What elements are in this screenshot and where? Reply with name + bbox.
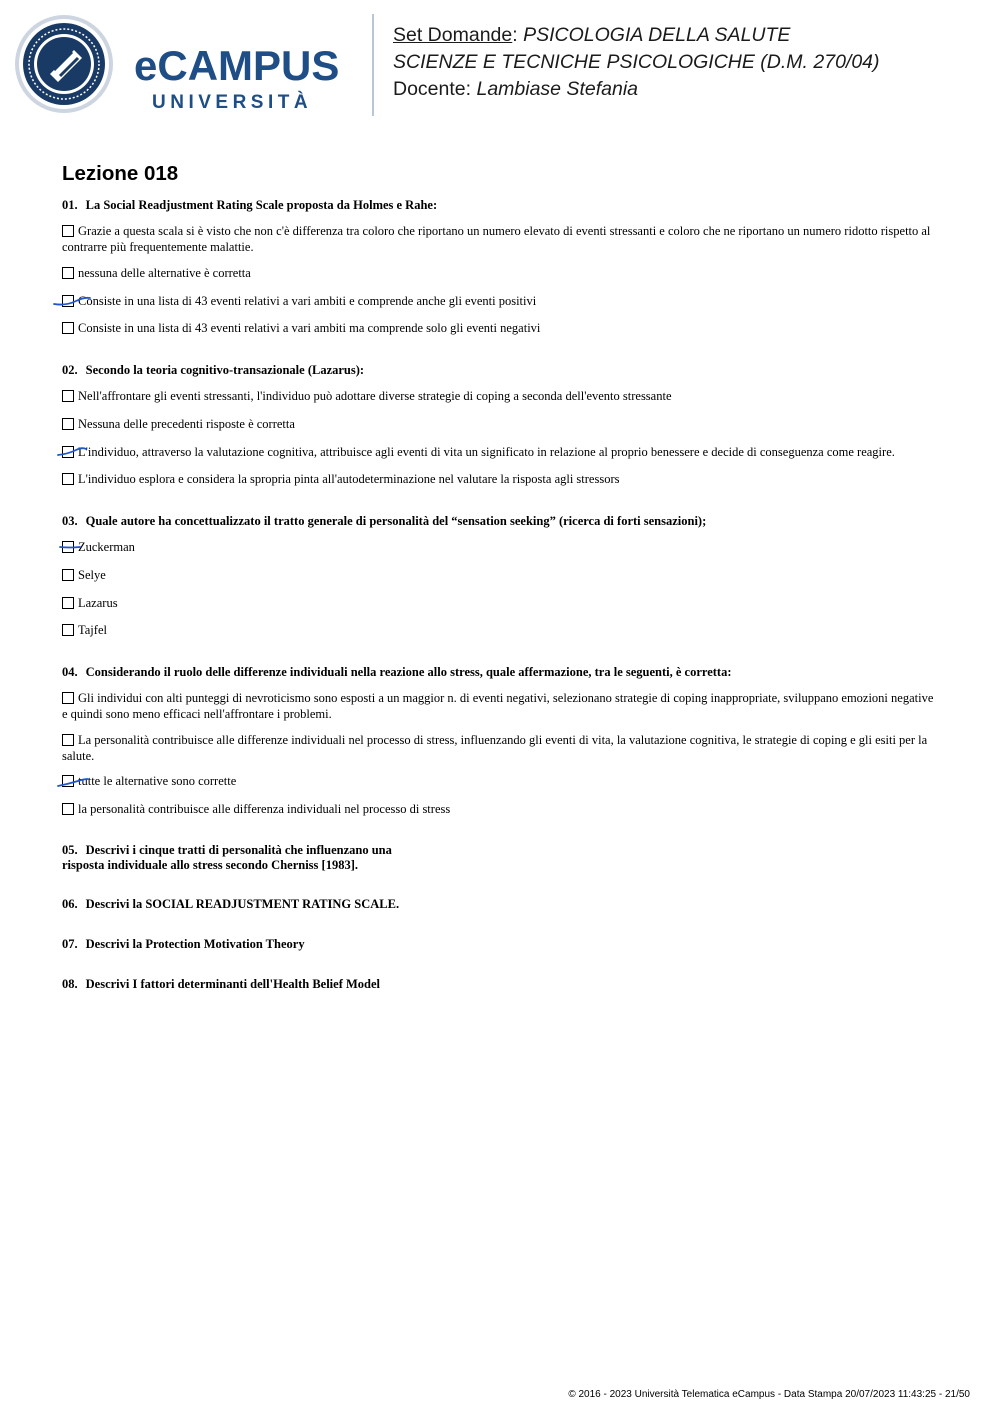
- lesson-title: Lezione 018: [62, 162, 179, 185]
- checkbox[interactable]: [62, 569, 74, 581]
- teacher-label: Docente:: [393, 78, 477, 100]
- answer-option[interactable]: L'individuo, attraverso la valutazione cognitiva, attribuisce agli eventi di vita un significato in relazione al proprio benessere e decide di conseguenza come reagire.: [62, 445, 942, 461]
- question-02: 02. Secondo la teoria cognitivo-transazionale (Lazarus):: [62, 363, 365, 377]
- course-name: PSICOLOGIA DELLA SALUTE: [523, 24, 791, 46]
- checkbox[interactable]: [62, 418, 74, 430]
- page-footer: © 2016 - 2023 Università Telematica eCampus - Data Stampa 20/07/2023 11:43:25 - 21/50: [568, 1389, 970, 1400]
- ecampus-seal-logo: [14, 14, 114, 114]
- answer-option[interactable]: La personalità contribuisce alle differenze individuali nel processo di stress, influenzando gli eventi di vita, la valutazione cognitiva, le strategie di coping e gli esiti per la salute.: [62, 733, 928, 763]
- question-06: 06. Descrivi la SOCIAL READJUSTMENT RATING SCALE.: [62, 897, 400, 911]
- answer-option[interactable]: Grazie a questa scala si è visto che non c'è differenza tra coloro che riportano un numero elevato di eventi stressanti e coloro che ne riportano un numero ridotto rispetto al contrarre più frequentemente malattie.: [62, 224, 931, 254]
- answer-option[interactable]: Consiste in una lista di 43 eventi relativi a vari ambiti e comprende anche gli eventi positivi: [62, 294, 942, 310]
- answer-option[interactable]: Nell'affrontare gli eventi stressanti, l'individuo può adottare diverse strategie di coping a seconda dell'evento stressante: [62, 389, 942, 405]
- answer-option[interactable]: nessuna delle alternative è corretta: [62, 266, 942, 282]
- pen-mark-icon: [56, 443, 96, 461]
- checkbox[interactable]: [62, 803, 74, 815]
- set-label: Set Domande: [393, 24, 513, 46]
- checkbox[interactable]: [62, 734, 74, 746]
- answer-option[interactable]: tutte le alternative sono corrette: [62, 774, 942, 790]
- pen-mark-icon: [58, 539, 98, 557]
- checkbox[interactable]: [62, 692, 74, 704]
- ecampus-wordmark-logo: [130, 40, 360, 112]
- checkbox[interactable]: [62, 597, 74, 609]
- teacher-name: Lambiase Stefania: [476, 78, 638, 100]
- question-04: 04. Considerando il ruolo delle differenze individuali nella reazione allo stress, quale affermazione, tra le seguenti, è corretta:: [62, 665, 732, 679]
- checkbox[interactable]: [62, 322, 74, 334]
- question-05: 05. Descrivi i cinque tratti di personalità che influenzano una risposta individuale allo stress secondo Cherniss [1983].: [62, 843, 392, 872]
- answer-option[interactable]: L'individuo esplora e considera la spropria pinta all'autodeterminazione nel valutare la risposta agli stressors: [62, 472, 942, 488]
- checkbox[interactable]: [62, 390, 74, 402]
- answer-option[interactable]: Gli individui con alti punteggi di nevroticismo sono esposti a un maggior n. di eventi negativi, selezionano strategie di coping inappropriate, sviluppano emozioni negative e quindi sono meno efficaci nell'affrontare i problemi.: [62, 691, 934, 721]
- question-03: 03. Quale autore ha concettualizzato il tratto generale di personalità del “sensation seeking” (ricerca di forti sensazioni);: [62, 514, 707, 528]
- question-01: 01. La Social Readjustment Rating Scale proposta da Holmes e Rahe:: [62, 198, 438, 212]
- answer-option[interactable]: la personalità contribuisce alle differenza individuali nel processo di stress: [62, 802, 942, 818]
- degree-name: SCIENZE E TECNICHE PSICOLOGICHE (D.M. 270/04): [393, 51, 880, 73]
- svg-text:UNIVERSITÀ: UNIVERSITÀ: [152, 92, 313, 112]
- answer-option[interactable]: Selye: [62, 568, 942, 584]
- header-divider: [372, 14, 374, 116]
- pen-mark-icon: [56, 772, 96, 790]
- pen-mark-icon: [52, 292, 92, 310]
- course-info: Set Domande: PSICOLOGIA DELLA SALUTE SCIENZE E TECNICHE PSICOLOGICHE (D.M. 270/04) Docente: Lambiase Stefania: [393, 24, 880, 100]
- answer-option[interactable]: Consiste in una lista di 43 eventi relativi a vari ambiti ma comprende solo gli eventi negativi: [62, 321, 942, 337]
- checkbox[interactable]: [62, 624, 74, 636]
- checkbox[interactable]: [62, 225, 74, 237]
- page-header: [0, 0, 1000, 130]
- svg-text:eCAMPUS: eCAMPUS: [134, 42, 340, 89]
- question-07: 07. Descrivi la Protection Motivation Theory: [62, 937, 305, 951]
- answer-option[interactable]: Lazarus: [62, 596, 942, 612]
- checkbox[interactable]: [62, 267, 74, 279]
- answer-option[interactable]: Nessuna delle precedenti risposte è corretta: [62, 417, 942, 433]
- question-08: 08. Descrivi I fattori determinanti dell'Health Belief Model: [62, 977, 381, 991]
- checkbox[interactable]: [62, 473, 74, 485]
- answer-option[interactable]: Tajfel: [62, 623, 942, 639]
- answer-option[interactable]: Zuckerman: [62, 540, 942, 556]
